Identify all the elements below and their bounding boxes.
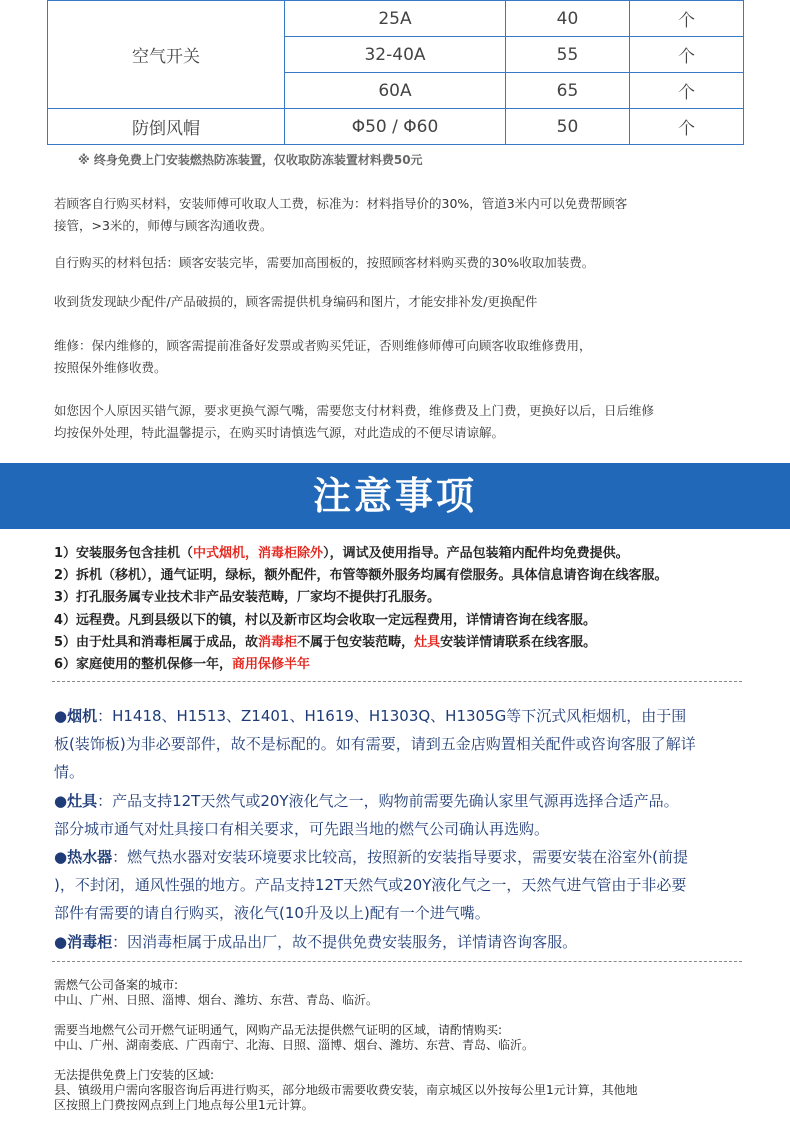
- price-cell: 55: [506, 37, 630, 73]
- paragraph-line: 如您因个人原因买错气源，要求更换气源气嘴，需要您支付材料费，维修费及上门费，更换好以后，日后维修: [54, 403, 655, 418]
- note-text: 不属于包安装范畴，: [297, 634, 415, 650]
- table-row: [48, 1, 744, 37]
- note-highlight: 商用保修半年: [232, 657, 311, 673]
- stove-note-line: 部分城市通气对灶具接口有相关要求，可先跟当地的燃气公司确认再选购。: [54, 819, 550, 838]
- paragraph-gas-source: [54, 400, 654, 444]
- note-text: 安装详情请联系在线客服。: [440, 634, 597, 650]
- sterilizer-label: ●消毒柜: [54, 932, 113, 951]
- paragraph-missing-parts: 收到货发现缺少配件/产品破损的，顾客需提供机身编码和图片，才能安排补发/更换配件: [54, 294, 538, 309]
- sterilizer-note: [54, 928, 744, 956]
- sterilizer-text: ：因消毒柜属于成品出厂，故不提供免费安装服务，详情请咨询客服。: [112, 932, 578, 951]
- paragraph-line: 按照保外维修收费。: [54, 360, 167, 375]
- note-item: [54, 632, 668, 654]
- stove-note: [54, 787, 744, 815]
- hood-note-line: 板(装饰板)为非必要部件，故不是标配的。如有需要，请到五金店购置相关配件或咨询客服了解详: [54, 735, 696, 754]
- table-row: [48, 109, 744, 145]
- heater-label: ●热水器: [54, 848, 113, 867]
- city-note-title: 需燃气公司备案的城市:: [54, 978, 179, 992]
- hood-text: ：H1418、H1513、Z1401、H1619、H1303Q、H1305G等下沉式风柜烟机，由于围: [97, 707, 687, 725]
- unit-cell: 个: [630, 73, 744, 109]
- dashed-divider: [52, 681, 742, 682]
- paragraph-line: 均按保外处理，特此温馨提示，在购买时请慎选气源，对此造成的不便尽请谅解。: [54, 425, 505, 440]
- city-note-list: 区按照上门费按网点到上门地点每公里1元计算。: [54, 1098, 314, 1112]
- note-highlight: 中式烟机，消毒柜除外: [193, 546, 324, 561]
- price-cell: 40: [506, 1, 630, 37]
- city-note-title: 无法提供免费上门安装的区域:: [54, 1068, 215, 1082]
- city-note-title: 需要当地燃气公司开燃气证明通气，网购产品无法提供燃气证明的区域，请酌情购买:: [54, 1023, 503, 1037]
- city-note-list: 中山、广州、日照、淄博、烟台、潍坊、东营、青岛、临沂。: [54, 993, 379, 1007]
- hood-note-line: 情。: [54, 763, 85, 782]
- spec-cell: 60A: [285, 73, 506, 109]
- city-note-registration: [54, 978, 378, 1008]
- paragraph-line: 若顾客自行购买材料，安装师傅可收取人工费，标准为：材料指导价的30%，管道3米内可以免费帮顾客: [54, 196, 628, 211]
- paragraph-materials: [54, 193, 627, 237]
- city-note-list: 中山、广州、湖南娄底、广西南宁、北海、日照、淄博、烟台、潍坊、东营、青岛、临沂。: [54, 1038, 535, 1052]
- note-highlight: 消毒柜: [258, 634, 298, 650]
- note-text: 5）由于灶具和消毒柜属于成品，故: [54, 634, 259, 650]
- banner-title: 注意事项: [312, 474, 477, 518]
- note-item: [54, 543, 668, 565]
- product-notes: [54, 702, 744, 956]
- stove-text: ：产品支持12T天然气或20Y液化气之一，购物前需要先确认家里气源再选择合适产品。: [97, 791, 679, 810]
- price-cell: 50: [506, 109, 630, 145]
- heater-note: [54, 843, 744, 871]
- note-highlight: 灶具: [414, 634, 441, 650]
- note-text: 1）安装服务包含挂机（: [54, 546, 194, 561]
- note-text: ），调试及使用指导。产品包装箱内配件均免费提供。: [323, 546, 629, 561]
- spec-cell: 25A: [285, 1, 506, 37]
- note-item: [54, 654, 668, 676]
- spec-cell: Φ50 / Φ60: [285, 109, 506, 145]
- spec-cell: 32-40A: [285, 37, 506, 73]
- install-note: ※ 终身免费上门安装燃热防冻装置，仅收取防冻装置材料费50元: [78, 153, 423, 167]
- heater-text: ：燃气热水器对安装环境要求比较高，按照新的安装指导要求，需要安装在浴室外(前提: [112, 848, 688, 867]
- dashed-divider: [52, 961, 742, 962]
- stove-label: ●灶具: [54, 791, 98, 810]
- city-note-list: 县、镇级用户需向客服咨询后再进行购买，部分地级市需要收费安装，南京城区以外按每公里1元计算，其他地: [54, 1083, 638, 1097]
- unit-cell: 个: [630, 37, 744, 73]
- note-text: 6）家庭使用的整机保修一年，: [54, 657, 233, 673]
- unit-cell: 个: [630, 1, 744, 37]
- paragraph-line: 接管，>3米的，师傅与顾客沟通收费。: [54, 218, 273, 233]
- heater-note-line: 部件有需要的请自行购买，液化气(10升及以上)配有一个进气嘴。: [54, 904, 490, 923]
- item-name-cell: 防倒风帽: [48, 109, 285, 145]
- note-item: 3）打孔服务属专业技术非产品安装范畴，厂家均不提供打孔服务。: [54, 590, 441, 606]
- city-note-gas-certificate: [54, 1023, 534, 1053]
- note-item: 2）拆机（移机），通气证明，绿标，额外配件，布管等额外服务均属有偿服务。具体信息请咨询在线客服。: [54, 568, 668, 584]
- paragraph-repair: [54, 335, 592, 379]
- city-note-no-free-install: [54, 1068, 638, 1113]
- hood-note: [54, 702, 744, 730]
- paragraph-extra-fee: 自行购买的材料包括：顾客安装完毕，需要加高围板的，按照顾客材料购买费的30%收取加装费。: [54, 255, 595, 270]
- hood-label: ●烟机: [54, 707, 98, 725]
- paragraph-line: 维修：保内维修的，顾客需提前准备好发票或者购买凭证，否则维修师傅可向顾客收取维修费用，: [54, 338, 592, 353]
- notes-list: [54, 543, 668, 676]
- unit-cell: 个: [630, 109, 744, 145]
- price-cell: 65: [506, 73, 630, 109]
- price-table: [47, 0, 744, 145]
- note-item: 4）远程费。凡到县级以下的镇，村以及新市区均会收取一定远程费用，详情请咨询在线客服。: [54, 612, 597, 628]
- item-name-cell: 空气开关: [48, 1, 285, 109]
- heater-note-line: )，不封闭，通风性强的地方。产品支持12T天然气或20Y液化气之一，天然气进气管由于非必要: [54, 876, 687, 895]
